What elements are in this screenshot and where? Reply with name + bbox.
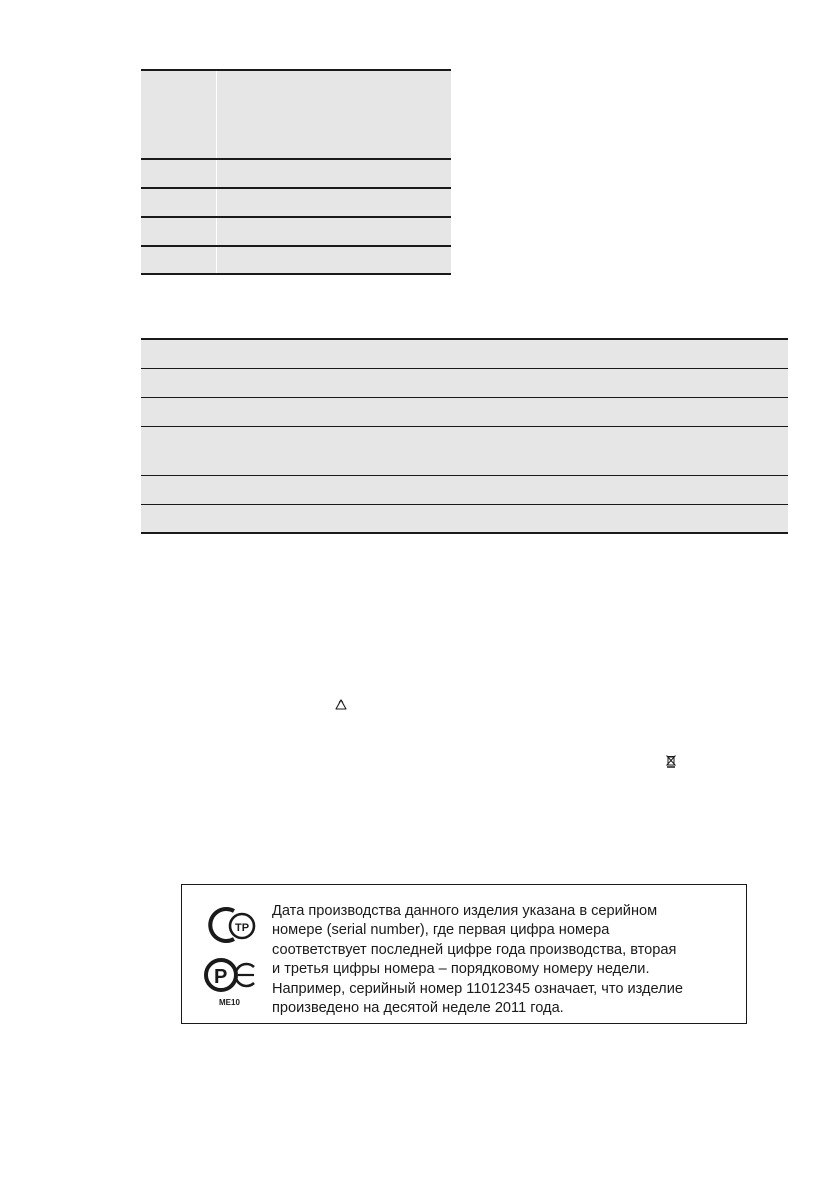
- table-2-rule-top: [141, 338, 788, 340]
- svg-text:Р: Р: [214, 966, 228, 988]
- svg-text:ТР: ТР: [235, 922, 250, 934]
- note-line: номере (serial number), где первая цифра номера: [272, 922, 610, 939]
- note-line: произведено на десятой неделе 2011 года.: [272, 1000, 564, 1017]
- table-1-rule: [141, 158, 451, 160]
- table-1-rule: [141, 245, 451, 247]
- table-1-rule: [141, 187, 451, 189]
- note-line: соответствует последней цифре года производства, вторая: [272, 941, 677, 958]
- table-2-rule-bottom: [141, 532, 788, 534]
- note-line: Дата производства данного изделия указана в серийном: [272, 903, 658, 919]
- gost-r-certification-icon: [204, 955, 260, 995]
- table-1-rule-top: [141, 69, 451, 71]
- table-2-rule: [141, 504, 788, 505]
- crossed-bin-icon: [665, 754, 677, 768]
- cert-label: ME10: [219, 998, 240, 1007]
- table-1-rule-bottom: [141, 273, 451, 275]
- table-2-rule: [141, 397, 788, 398]
- table-2-rule: [141, 475, 788, 476]
- eac-certification-icon: [204, 905, 260, 945]
- note-text: [272, 902, 742, 1018]
- note-line: и третья цифры номера – порядковому номеру недели.: [272, 961, 650, 978]
- table-1-rule: [141, 216, 451, 218]
- note-line: Например, серийный номер 11012345 означает, что изделие: [272, 980, 683, 997]
- table-2-rule: [141, 368, 788, 369]
- table-2-rule: [141, 426, 788, 427]
- manufacture-date-note: [181, 884, 747, 1024]
- recycle-icon: [333, 698, 349, 714]
